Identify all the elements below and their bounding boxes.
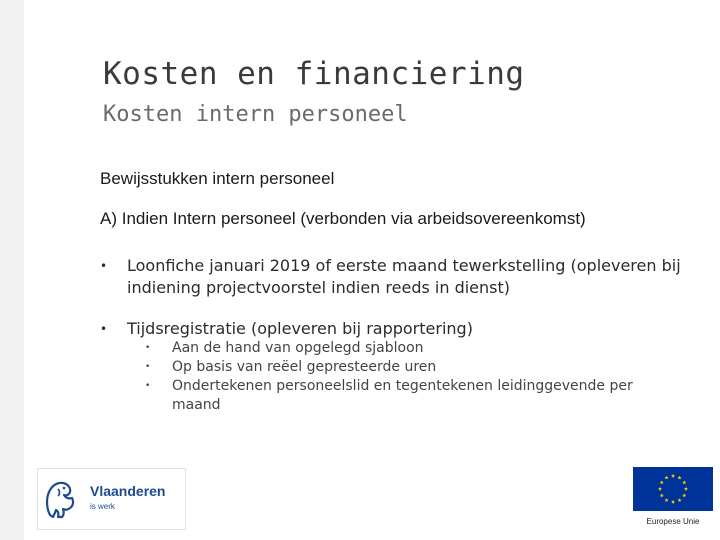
sub-bullet-item [145,358,685,377]
sub-bullet-text: Op basis van reëel gepresteerde uren [172,359,437,375]
sub-bullet-marker: • [145,362,151,372]
eu-label: Europese Unie [646,517,700,526]
section-heading: Bewijsstukken intern personeel [100,169,335,188]
slide-title: Kosten en financiering [103,56,525,92]
sub-bullet-marker: • [145,343,151,353]
bullet-text: Tijdsregistratie (opleveren bij rapportering) [127,319,473,338]
bullet-item-loonfiche [100,255,690,299]
sub-bullet-item [145,339,685,358]
flemish-lion-icon [40,477,82,521]
eu-flag-icon [633,467,713,511]
vlaanderen-logo [37,468,186,530]
bullet-marker: • [100,322,108,336]
bullet-marker: • [100,259,108,273]
vlaanderen-name: Vlaanderen [90,483,166,499]
subsection-heading: A) Indien Intern personeel (verbonden via arbeidsovereenkomst) [100,209,586,228]
bullet-text: Loonfiche januari 2019 of eerste maand tewerkstelling (opleveren bij indiening projectvoorstel indien reeds in dienst) [127,256,681,297]
sub-bullet-list [145,339,685,415]
left-accent-bar [0,0,24,540]
bullet-item-tijdsregistratie [100,318,690,340]
sub-bullet-text: Aan de hand van opgelegd sjabloon [172,340,424,356]
slide-subtitle: Kosten intern personeel [103,102,408,127]
sub-bullet-text: Ondertekenen personeelslid en tegentekenen leidinggevende per maand [172,378,633,413]
vlaanderen-tagline: is werk [90,502,115,511]
sub-bullet-marker: • [145,381,151,391]
sub-bullet-item [145,377,685,415]
